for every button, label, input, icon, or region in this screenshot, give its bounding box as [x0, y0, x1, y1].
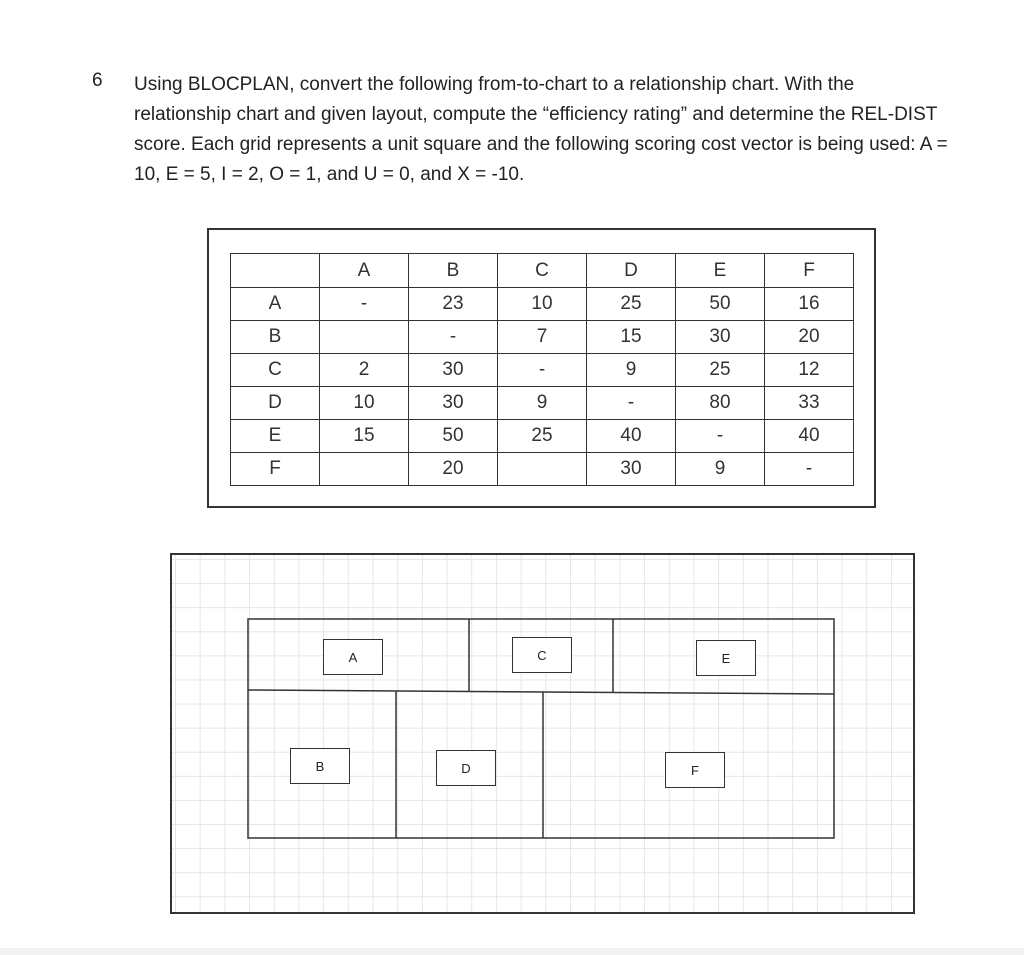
column-header: D [587, 254, 676, 288]
table-cell: 10 [320, 387, 409, 420]
table-cell: 30 [409, 387, 498, 420]
department-label-d: D [436, 750, 496, 786]
row-header: A [231, 288, 320, 321]
table-cell: 9 [498, 387, 587, 420]
column-header: B [409, 254, 498, 288]
table-cell: 30 [676, 321, 765, 354]
table-cell: 10 [498, 288, 587, 321]
table-cell: 20 [765, 321, 854, 354]
department-label-c: C [512, 637, 572, 673]
table-cell: 7 [498, 321, 587, 354]
table-cell: 9 [676, 453, 765, 486]
table-cell: 9 [587, 354, 676, 387]
row-header: E [231, 420, 320, 453]
department-label-e: E [696, 640, 756, 676]
table-cell: 30 [587, 453, 676, 486]
table-cell: 50 [676, 288, 765, 321]
row-header: C [231, 354, 320, 387]
table-cell: 25 [498, 420, 587, 453]
table-cell: - [587, 387, 676, 420]
row-header: B [231, 321, 320, 354]
table-cell: - [409, 321, 498, 354]
table-cell: - [676, 420, 765, 453]
question-line: 10, E = 5, I = 2, O = 1, and U = 0, and X = -10. [134, 164, 525, 185]
table-cell: 12 [765, 354, 854, 387]
table-cell: 40 [765, 420, 854, 453]
question-line: relationship chart and given layout, compute the “efficiency rating” and determine the REL-DIST [134, 104, 938, 125]
table-cell: 40 [587, 420, 676, 453]
question-line: Using BLOCPLAN, convert the following from-to-chart to a relationship chart. With the [134, 74, 855, 95]
table-cell: 23 [409, 288, 498, 321]
column-header: F [765, 254, 854, 288]
row-header: F [231, 453, 320, 486]
table-cell: - [765, 453, 854, 486]
column-header: C [498, 254, 587, 288]
column-header: A [320, 254, 409, 288]
question-line: score. Each grid represents a unit square and the following scoring cost vector is being used: A = [134, 134, 948, 155]
layout-divider-horizontal [248, 690, 834, 694]
table-cell: 15 [587, 321, 676, 354]
table-cell: 20 [409, 453, 498, 486]
table-cell: - [320, 288, 409, 321]
question-number: 6 [92, 70, 103, 91]
department-label-b: B [290, 748, 350, 784]
table-cell: 15 [320, 420, 409, 453]
row-header: D [231, 387, 320, 420]
table-cell: 25 [676, 354, 765, 387]
table-cell: 2 [320, 354, 409, 387]
table-cell: 80 [676, 387, 765, 420]
table-cell: - [498, 354, 587, 387]
table-cell: 25 [587, 288, 676, 321]
department-label-a: A [323, 639, 383, 675]
column-header: E [676, 254, 765, 288]
table-cell: 30 [409, 354, 498, 387]
table-cell: 33 [765, 387, 854, 420]
table-cell: 50 [409, 420, 498, 453]
page-bottom-band [0, 948, 1024, 955]
table-cell: 16 [765, 288, 854, 321]
department-label-f: F [665, 752, 725, 788]
